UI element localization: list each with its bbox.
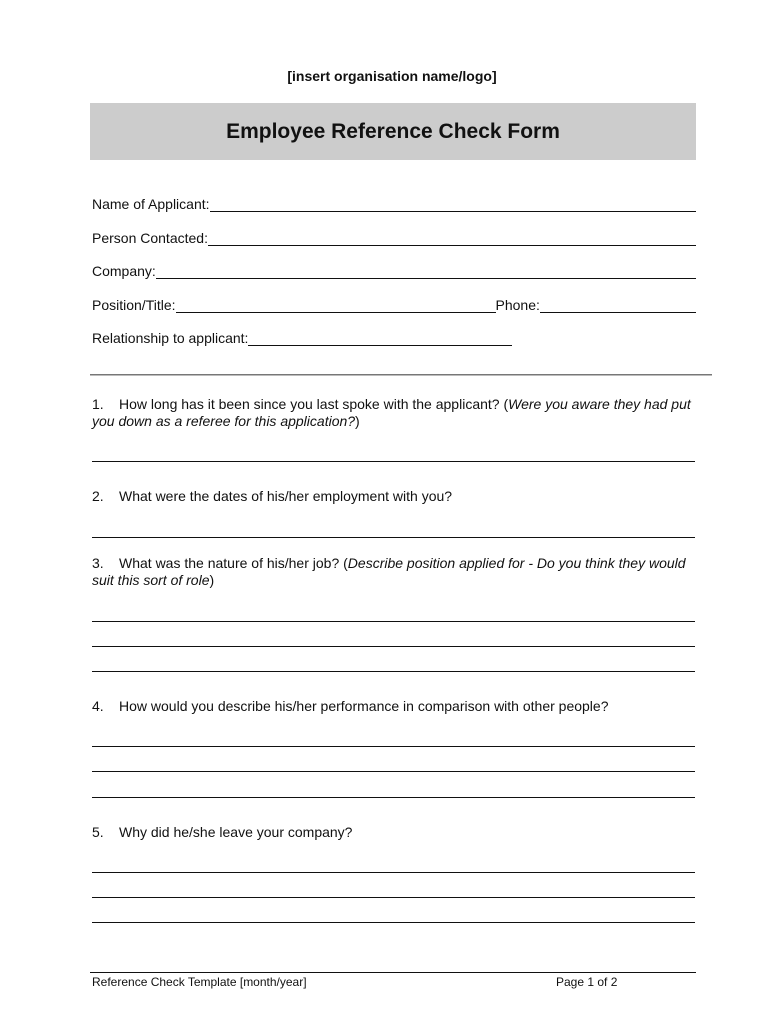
answer-line[interactable] bbox=[92, 872, 695, 873]
answer-line[interactable] bbox=[92, 922, 695, 923]
question-4-number: 4. bbox=[92, 698, 104, 714]
form-title-banner bbox=[90, 103, 696, 160]
position-phone-field bbox=[92, 293, 696, 313]
answer-line[interactable] bbox=[92, 746, 695, 747]
answer-line[interactable] bbox=[92, 771, 695, 772]
question-1-text: How long has it been since you last spoke with the applicant? ( bbox=[119, 396, 509, 412]
position-title-blank[interactable] bbox=[176, 296, 496, 313]
question-5 bbox=[92, 824, 706, 841]
relationship-label: Relationship to applicant: bbox=[92, 330, 249, 346]
phone-blank[interactable] bbox=[540, 296, 696, 313]
question-3-text: What was the nature of his/her job? ( bbox=[119, 555, 348, 571]
answer-line[interactable] bbox=[92, 621, 695, 622]
question-4 bbox=[92, 698, 706, 715]
name-of-applicant-field bbox=[92, 192, 696, 212]
question-3-number: 3. bbox=[92, 555, 104, 571]
question-5-text: Why did he/she leave your company? bbox=[119, 824, 353, 840]
answer-line[interactable] bbox=[92, 537, 695, 538]
person-contacted-blank[interactable] bbox=[208, 229, 696, 246]
relationship-blank[interactable] bbox=[248, 329, 512, 346]
footer-page-number: Page 1 of 2 bbox=[556, 975, 618, 989]
question-1-number: 1. bbox=[92, 396, 104, 412]
question-5-number: 5. bbox=[92, 824, 104, 840]
question-3-close: ) bbox=[209, 572, 215, 588]
footer-template-label: Reference Check Template [month/year] bbox=[92, 975, 307, 989]
position-title-label: Position/Title: bbox=[92, 297, 176, 313]
question-1-close: ) bbox=[355, 413, 360, 429]
phone-label: Phone: bbox=[495, 297, 540, 313]
question-3 bbox=[92, 555, 706, 589]
question-1 bbox=[92, 396, 706, 430]
question-2-number: 2. bbox=[92, 488, 104, 504]
organisation-placeholder: [insert organisation name/logo] bbox=[287, 68, 497, 84]
question-2 bbox=[92, 488, 706, 505]
name-of-applicant-label: Name of Applicant: bbox=[92, 196, 210, 212]
person-contacted-field bbox=[92, 226, 696, 246]
name-of-applicant-blank[interactable] bbox=[210, 195, 696, 212]
person-contacted-label: Person Contacted: bbox=[92, 230, 208, 246]
company-field bbox=[92, 259, 696, 279]
answer-line[interactable] bbox=[92, 461, 695, 462]
company-label: Company: bbox=[92, 263, 156, 279]
answer-line[interactable] bbox=[92, 646, 695, 647]
answer-line[interactable] bbox=[92, 797, 695, 798]
relationship-field bbox=[92, 326, 512, 346]
question-1-italic: Were you aware they had put you down as a referee for this application? bbox=[92, 396, 691, 429]
section-divider bbox=[90, 374, 712, 376]
answer-line[interactable] bbox=[92, 897, 695, 898]
answer-line[interactable] bbox=[92, 671, 695, 672]
company-blank[interactable] bbox=[156, 262, 696, 279]
footer-divider bbox=[90, 972, 696, 973]
question-4-text: How would you describe his/her performance in comparison with other people? bbox=[119, 698, 609, 714]
question-2-text: What were the dates of his/her employment with you? bbox=[119, 488, 453, 504]
question-3-italic: Describe position applied for - Do you think they would suit this sort of role bbox=[92, 555, 686, 588]
form-title: Employee Reference Check Form bbox=[226, 119, 560, 143]
